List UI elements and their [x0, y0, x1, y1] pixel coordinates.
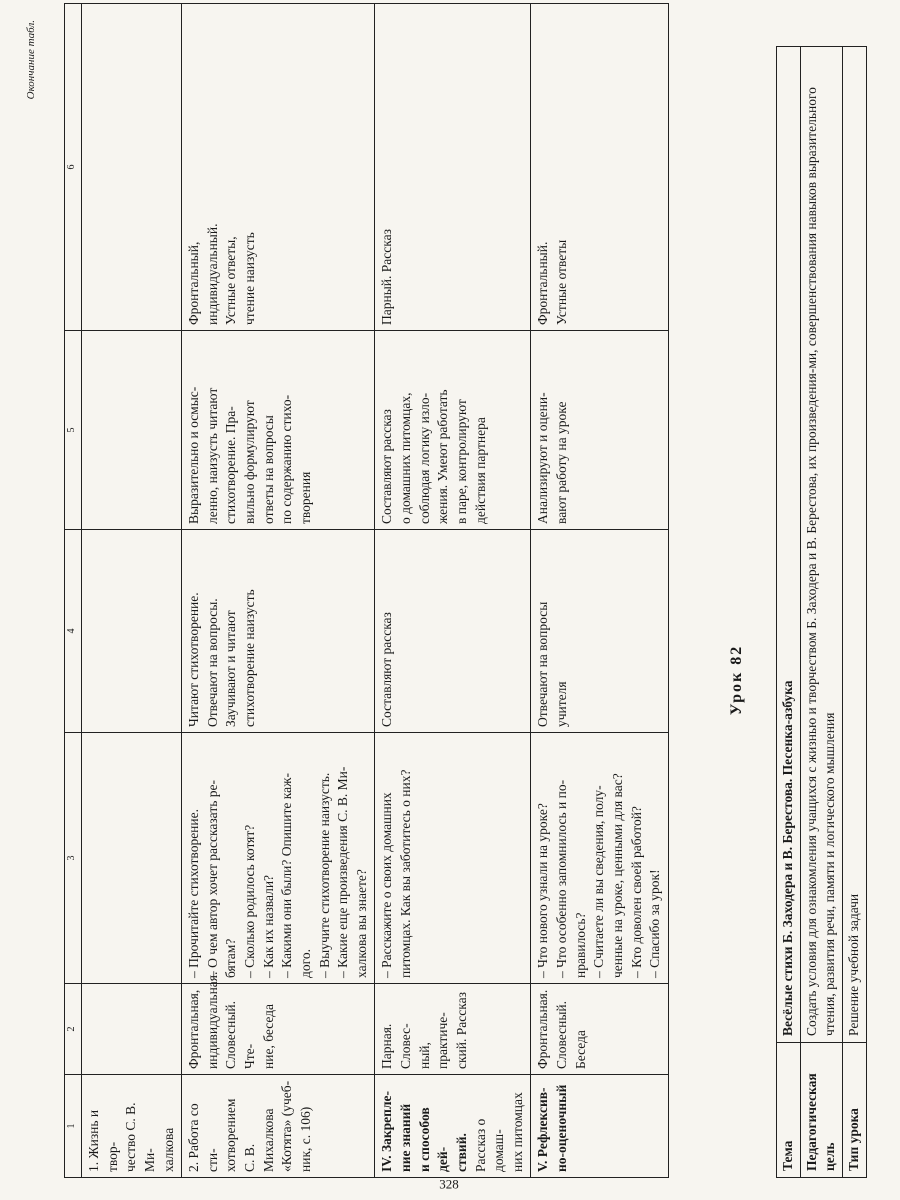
- text-line: С. В. Михалкова: [242, 1108, 276, 1172]
- text-line: Устные ответы,: [223, 236, 239, 325]
- text-line: стихотворение наизусть: [242, 589, 257, 727]
- column-number: 1: [65, 1075, 82, 1178]
- lesson-info-key: Тема: [777, 1043, 801, 1178]
- learning-outcomes-cell: [82, 331, 182, 530]
- text-line: Отвечают на вопросы: [535, 601, 551, 727]
- table-row: [531, 4, 668, 1178]
- text-line: Заучивают и читают: [223, 610, 239, 727]
- column-number: 2: [65, 984, 82, 1075]
- stage-cell: [82, 1075, 182, 1178]
- lesson-info-value: Создать условия для ознакомления учащихся с жизнью и творчеством Б. Заходера и В. Берестова, их произведения-ми, совершенствования навыков выразительного чтения, развития речи, памяти и логического мышления: [800, 47, 842, 1043]
- cell-text: [534, 336, 571, 524]
- cell-text: [378, 9, 397, 325]
- learning-outcomes-cell: [531, 331, 668, 530]
- text-line: жения. Умеют работать: [435, 389, 451, 524]
- text-line: Читают стихотворение.: [186, 592, 202, 727]
- text-line: – О чем автор хочет рассказать ре-: [204, 780, 220, 978]
- text-line: – Кто доволен своей работой?: [628, 806, 644, 978]
- text-line: «Котята» (учеб-: [279, 1080, 295, 1172]
- text-line: – Как их назвали?: [260, 874, 276, 978]
- text-line: творения: [297, 471, 313, 524]
- lesson-info-value: Весёлые стихи Б. Заходера и В. Берестова. Песенка-азбука: [777, 47, 801, 1043]
- text-line: Беседа: [572, 1030, 588, 1069]
- text-line: – Что особенно запомнилось и по-: [554, 779, 569, 978]
- cell-text: [534, 535, 571, 727]
- text-line: соблюдая логику изло-: [416, 392, 432, 524]
- text-line: чтение наизусть: [242, 232, 257, 325]
- forms-cell: [182, 971, 375, 1075]
- lesson-info-row: [777, 47, 801, 1178]
- text-line: о домашних питомцах,: [398, 392, 413, 524]
- text-line: ный, практиче-: [416, 1012, 451, 1069]
- text-line: Составляют рассказ: [379, 409, 395, 524]
- text-line: в паре, контролируют: [453, 399, 469, 524]
- text-line: ние знаний: [398, 1103, 413, 1172]
- cell-text: [534, 1080, 571, 1172]
- text-line: ние, беседа: [260, 1003, 276, 1069]
- cell-text: [185, 738, 371, 978]
- table-row: [182, 4, 375, 1178]
- text-line: – Считаете ли вы сведения, полу-: [591, 785, 607, 978]
- cell-text: [378, 989, 471, 1069]
- cell-text: [534, 989, 590, 1069]
- cell-text: [185, 336, 315, 524]
- cell-text: [378, 535, 397, 727]
- teacher-activity-cell: [531, 733, 668, 984]
- lesson-info-value: Решение учебной задачи: [842, 47, 866, 1043]
- cell-text: [472, 1080, 528, 1172]
- table-row: [375, 4, 531, 1178]
- text-line: халкова: [160, 1127, 176, 1172]
- text-line: – Спасибо за урок!: [647, 869, 663, 978]
- text-line: ответы на вопросы: [260, 415, 276, 524]
- cell-text: [185, 971, 278, 1069]
- lesson-info-row: [800, 47, 842, 1178]
- text-line: действия партнера: [472, 417, 488, 524]
- text-line: вильно формулируют: [242, 400, 257, 524]
- text-line: – Расскажите о своих домашних: [379, 792, 395, 978]
- cell-text: [85, 1080, 178, 1172]
- text-line: ствий.: [453, 1133, 469, 1172]
- forms-cell: [375, 984, 531, 1075]
- text-line: Составляют рассказ: [379, 612, 395, 727]
- column-number-row: [65, 4, 82, 1178]
- text-line: вают работу на уроке: [554, 401, 569, 524]
- text-line: но-оценочный: [554, 1084, 569, 1172]
- teacher-activity-cell: [182, 733, 375, 984]
- text-line: ник, с. 106): [297, 1106, 313, 1172]
- column-number: 6: [65, 4, 82, 331]
- text-line: – Какими они были? Опишите каж-: [279, 773, 295, 978]
- text-line: Отвечают на вопросы.: [204, 598, 220, 727]
- text-line: – Какие еще произведения С. В. Ми-: [335, 766, 351, 978]
- text-line: бятам?: [223, 938, 239, 978]
- text-line: Словесный. Чте-: [223, 1000, 257, 1069]
- lesson-plan-table: [64, 3, 669, 1178]
- lesson-title: Урок 82: [728, 644, 745, 716]
- text-line: 1. Жизнь и твор-: [86, 1109, 120, 1172]
- text-line: ленно, наизусть читают: [204, 387, 220, 524]
- text-line: Фронтальная.: [535, 989, 551, 1069]
- column-number: 4: [65, 530, 82, 733]
- text-line: – Прочитайте стихотворение.: [186, 808, 202, 978]
- table-row: [82, 4, 182, 1178]
- student-activity-cell: [82, 530, 182, 733]
- text-line: Фронтальный.: [535, 241, 551, 325]
- text-line: Устные ответы: [554, 239, 569, 325]
- stage-cell: [182, 1075, 375, 1178]
- text-line: халкова вы знаете?: [353, 869, 369, 978]
- lesson-info-key: Тип урока: [842, 1043, 866, 1178]
- column-number: 5: [65, 331, 82, 530]
- stage-cell: [375, 1075, 531, 1178]
- forms-cell: [82, 984, 182, 1075]
- text-line: – Сколько родилось котят?: [242, 824, 257, 978]
- text-line: и способов дей-: [416, 1107, 451, 1172]
- control-cell: [182, 4, 375, 331]
- running-head: Окончание табл.: [25, 20, 37, 100]
- cell-text: [185, 9, 260, 325]
- lesson-info-row: [842, 47, 866, 1178]
- control-cell: [82, 4, 182, 331]
- column-number: 3: [65, 733, 82, 984]
- text-line: Словесный.: [554, 1000, 569, 1069]
- text-line: Фронтальный,: [186, 241, 202, 325]
- text-line: – Что нового узнали на уроке?: [535, 803, 551, 978]
- cell-text: [185, 1080, 315, 1172]
- text-line: по содержанию стихо-: [279, 394, 295, 524]
- cell-text: [378, 738, 415, 978]
- lesson-info-key: Педагогическая цель: [800, 1043, 842, 1178]
- text-line: Выразительно и осмыс-: [186, 386, 202, 524]
- cell-text: [534, 9, 571, 325]
- text-line: Фронтальная,: [186, 989, 202, 1069]
- text-line: Анализируют и оцени-: [535, 392, 551, 524]
- cell-text: [378, 1080, 471, 1172]
- text-line: питомцах. Как вы заботитесь о них?: [398, 769, 413, 978]
- text-line: чество С. В. Ми-: [123, 1102, 157, 1172]
- text-line: учителя: [554, 681, 569, 727]
- text-line: Рассказ о домаш-: [472, 1118, 507, 1172]
- learning-outcomes-cell: [182, 331, 375, 530]
- learning-outcomes-cell: [375, 331, 531, 530]
- forms-cell: [531, 984, 668, 1075]
- text-line: IV. Закрепле-: [379, 1090, 395, 1172]
- text-line: хотворением: [223, 1098, 239, 1172]
- text-line: индивидуальная.: [204, 971, 220, 1069]
- teacher-activity-cell: [375, 733, 531, 984]
- student-activity-cell: [182, 530, 375, 733]
- text-line: ченные на уроке, ценными для вас?: [609, 773, 625, 978]
- lesson-info-table: [776, 46, 867, 1178]
- cell-text: [185, 535, 260, 727]
- text-line: дого.: [297, 949, 313, 978]
- text-line: стихотворение. Пра-: [223, 406, 239, 524]
- text-line: индивидуальный.: [204, 223, 220, 325]
- teacher-activity-cell: [82, 733, 182, 984]
- text-line: Парная. Словес-: [379, 1023, 413, 1069]
- text-line: V. Рефлексив-: [535, 1087, 551, 1172]
- text-line: нравилось?: [572, 912, 588, 978]
- cell-text: [378, 336, 490, 524]
- text-line: 2. Работа со сти-: [186, 1103, 220, 1172]
- stage-cell: [531, 1075, 668, 1178]
- control-cell: [375, 4, 531, 331]
- text-line: – Выучите стихотворение наизусть.: [316, 772, 332, 978]
- control-cell: [531, 4, 668, 331]
- student-activity-cell: [375, 530, 531, 733]
- text-line: них питомцах: [509, 1092, 525, 1172]
- text-line: Парный. Рассказ: [379, 229, 395, 325]
- page-number: 328: [439, 1176, 459, 1192]
- student-activity-cell: [531, 530, 668, 733]
- cell-text: [534, 738, 664, 978]
- text-line: ский. Рассказ: [453, 992, 469, 1069]
